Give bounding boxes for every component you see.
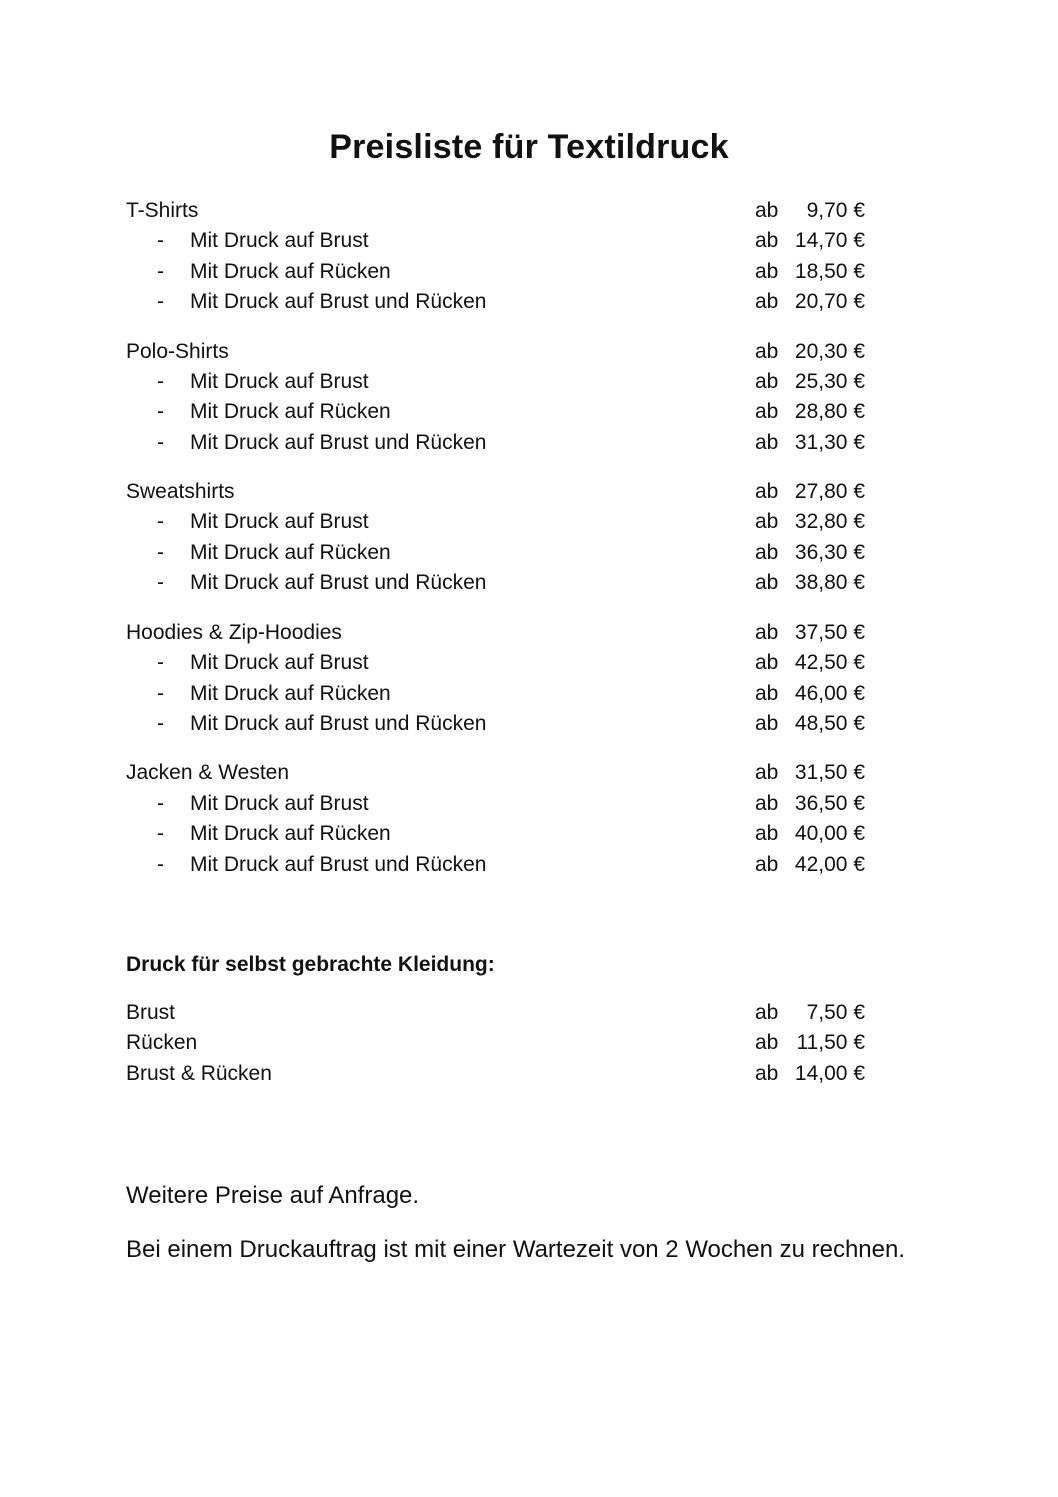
note-more-prices: Weitere Preise auf Anfrage. — [126, 1182, 420, 1209]
option-label: Mit Druck auf Brust — [190, 792, 369, 815]
category-price: ab 9,70 € — [755, 199, 865, 222]
bullet-dash: - — [157, 792, 164, 815]
option-row — [0, 367, 1058, 397]
option-label: Mit Druck auf Brust und Rücken — [190, 853, 487, 876]
option-row — [0, 538, 1058, 568]
bullet-dash: - — [157, 651, 164, 674]
own-clothing-price: ab 7,50 € — [755, 1001, 865, 1024]
option-row — [0, 568, 1058, 598]
bullet-dash: - — [157, 822, 164, 845]
option-price: ab 36,50 € — [755, 792, 865, 815]
bullet-dash: - — [157, 370, 164, 393]
option-row — [0, 507, 1058, 537]
category-name: Hoodies & Zip-Hoodies — [126, 621, 342, 644]
option-price: ab 32,80 € — [755, 510, 865, 533]
option-price: ab 40,00 € — [755, 822, 865, 845]
bullet-dash: - — [157, 712, 164, 735]
option-price: ab 38,80 € — [755, 571, 865, 594]
option-row — [0, 428, 1058, 458]
option-price: ab 18,50 € — [755, 260, 865, 283]
page-title: Preisliste für Textildruck — [329, 128, 729, 166]
category-price: ab 31,50 € — [755, 761, 865, 784]
option-label: Mit Druck auf Brust und Rücken — [190, 290, 487, 313]
option-row — [0, 648, 1058, 678]
option-price: ab 42,00 € — [755, 853, 865, 876]
category-row-tshirts — [0, 196, 1058, 226]
category-price: ab 27,80 € — [755, 480, 865, 503]
option-label: Mit Druck auf Brust und Rücken — [190, 571, 487, 594]
option-row — [0, 226, 1058, 256]
bullet-dash: - — [157, 541, 164, 564]
option-label: Mit Druck auf Brust — [190, 229, 369, 252]
category-name: Sweatshirts — [126, 480, 235, 503]
option-price: ab 14,70 € — [755, 229, 865, 252]
category-name: Polo-Shirts — [126, 340, 229, 363]
bullet-dash: - — [157, 510, 164, 533]
bullet-dash: - — [157, 260, 164, 283]
option-row — [0, 850, 1058, 880]
option-price: ab 20,70 € — [755, 290, 865, 313]
option-label: Mit Druck auf Rücken — [190, 682, 391, 705]
note-wait-time: Bei einem Druckauftrag ist mit einer Wartezeit von 2 Wochen zu rechnen. — [126, 1236, 906, 1263]
own-clothing-price: ab 14,00 € — [755, 1062, 865, 1085]
option-row — [0, 397, 1058, 427]
option-row — [0, 679, 1058, 709]
bullet-dash: - — [157, 400, 164, 423]
option-price: ab 48,50 € — [755, 712, 865, 735]
bullet-dash: - — [157, 290, 164, 313]
category-name: Jacken & Westen — [126, 761, 290, 784]
option-price: ab 31,30 € — [755, 431, 865, 454]
own-clothing-row — [0, 1028, 1058, 1058]
own-clothing-label: Brust & Rücken — [126, 1062, 272, 1085]
own-clothing-row — [0, 998, 1058, 1028]
option-label: Mit Druck auf Brust und Rücken — [190, 712, 487, 735]
option-label: Mit Druck auf Rücken — [190, 260, 391, 283]
option-row — [0, 287, 1058, 317]
own-clothing-price: ab 11,50 € — [755, 1031, 865, 1054]
option-label: Mit Druck auf Rücken — [190, 822, 391, 845]
bullet-dash: - — [157, 229, 164, 252]
option-row — [0, 789, 1058, 819]
option-price: ab 46,00 € — [755, 682, 865, 705]
category-name: T-Shirts — [126, 199, 199, 222]
option-price: ab 28,80 € — [755, 400, 865, 423]
own-clothing-heading: Druck für selbst gebrachte Kleidung: — [126, 953, 495, 976]
bullet-dash: - — [157, 853, 164, 876]
own-clothing-label: Rücken — [126, 1031, 198, 1054]
option-label: Mit Druck auf Rücken — [190, 541, 391, 564]
bullet-dash: - — [157, 571, 164, 594]
own-clothing-label: Brust — [126, 1001, 176, 1024]
option-row — [0, 257, 1058, 287]
bullet-dash: - — [157, 431, 164, 454]
category-row-jackets — [0, 758, 1058, 788]
option-row — [0, 709, 1058, 739]
option-price: ab 25,30 € — [755, 370, 865, 393]
category-price: ab 20,30 € — [755, 340, 865, 363]
option-price: ab 42,50 € — [755, 651, 865, 674]
category-row-polo-shirts — [0, 337, 1058, 367]
category-row-sweatshirts — [0, 477, 1058, 507]
bullet-dash: - — [157, 682, 164, 705]
option-label: Mit Druck auf Brust und Rücken — [190, 431, 487, 454]
category-price: ab 37,50 € — [755, 621, 865, 644]
option-label: Mit Druck auf Brust — [190, 370, 369, 393]
option-label: Mit Druck auf Brust — [190, 510, 369, 533]
own-clothing-row — [0, 1059, 1058, 1089]
option-label: Mit Druck auf Rücken — [190, 400, 391, 423]
option-label: Mit Druck auf Brust — [190, 651, 369, 674]
option-price: ab 36,30 € — [755, 541, 865, 564]
option-row — [0, 819, 1058, 849]
category-row-hoodies — [0, 618, 1058, 648]
